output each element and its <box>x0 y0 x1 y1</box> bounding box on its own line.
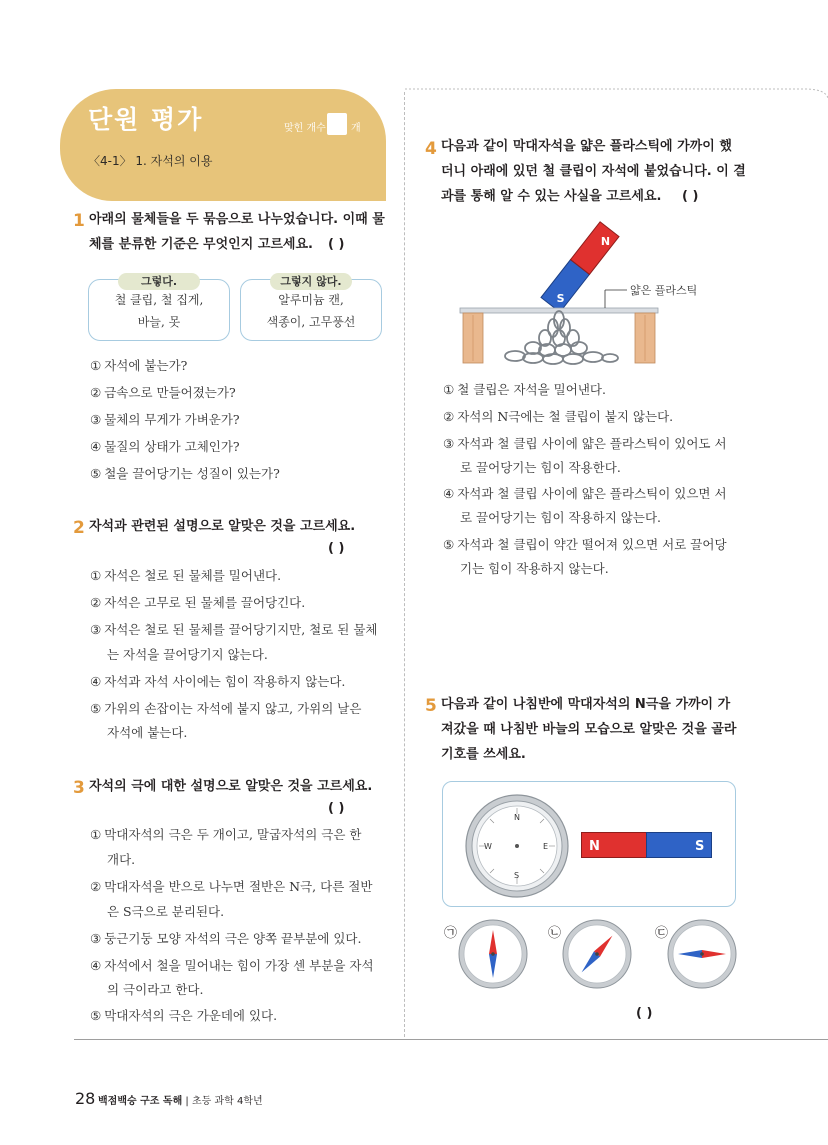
magnet-n-pole-label: N <box>600 235 611 249</box>
q5-answer-blank[interactable]: ( ) <box>636 1006 653 1021</box>
q1-text-line1: 아래의 물체들을 두 묶음으로 나누었습니다. 이때 물 <box>89 212 385 227</box>
q3-option-1[interactable]: ① 막대자석의 극은 두 개이고, 말굽자석의 극은 한 <box>90 827 362 842</box>
q1-text-line2: 체를 분류한 기준은 무엇인지 고르세요. <box>89 237 313 252</box>
score-label: 맞힌 개수 <box>284 123 326 134</box>
q1-group-no-line1: 알루미늄 캔, <box>278 293 344 307</box>
footer-book-info: 백점백승 구조 독해 | 초등 과학 4학년 <box>98 1096 263 1107</box>
q4-option-3-cont: 로 끌어당기는 힘이 작용한다. <box>460 460 621 475</box>
column-divider <box>404 92 405 1037</box>
q4-option-5-cont: 기는 힘이 작용하지 않는다. <box>460 561 609 576</box>
q5-choice-3-compass[interactable] <box>666 918 738 990</box>
q5-choice-1-compass[interactable] <box>457 918 529 990</box>
q3-answer-blank[interactable]: ( ) <box>328 801 345 816</box>
q5-main-compass <box>463 792 571 900</box>
score-unit: 개 <box>351 123 361 134</box>
compass-s-label: S <box>514 871 520 880</box>
q3-text: 자석의 극에 대한 설명으로 알맞은 것을 고르세요. <box>89 779 373 794</box>
q1-option-4[interactable]: ④ 물질의 상태가 고체인가? <box>90 439 240 454</box>
q3-option-4[interactable]: ④ 자석에서 철을 밀어내는 힘이 가장 센 부분을 자석 <box>90 958 374 973</box>
q3-option-3[interactable]: ③ 둥근기둥 모양 자석의 극은 양쪽 끝부분에 있다. <box>90 931 362 946</box>
q3-option-1-cont: 개다. <box>107 852 136 867</box>
q4-text-line3: 과를 통해 알 수 있는 사실을 고르세요. <box>441 189 662 204</box>
q2-option-3-cont: 는 자석을 끌어당기지 않는다. <box>107 647 268 662</box>
q4-option-4[interactable]: ④ 자석과 철 클립 사이에 얇은 플라스틱이 있으면 서 <box>443 486 727 501</box>
q2-option-5-cont: 자석에 붙는다. <box>107 725 188 740</box>
q4-option-2[interactable]: ② 자석의 N극에는 철 클립이 붙지 않는다. <box>443 409 674 424</box>
q1-option-1[interactable]: ① 자석에 붙는가? <box>90 358 188 373</box>
q1-group-yes-line1: 철 클립, 철 집게, <box>114 293 204 307</box>
q1-group-no-tag: 그렇지 않다. <box>270 273 352 290</box>
q5-choice-1-label[interactable]: ㉠ <box>444 926 458 941</box>
q1-option-2[interactable]: ② 금속으로 만들어졌는가? <box>90 385 236 400</box>
banner-title: 단원 평가 <box>88 105 204 134</box>
q1-number: 1 <box>73 211 85 231</box>
q5-choice-2-compass[interactable] <box>561 918 633 990</box>
q1-group-yes-tag: 그렇다. <box>118 273 200 290</box>
q1-option-3[interactable]: ③ 물체의 무게가 가벼운가? <box>90 412 240 427</box>
q5-number: 5 <box>425 696 437 716</box>
q4-text-line1: 다음과 같이 막대자석을 얇은 플라스틱에 가까이 했 <box>441 139 732 154</box>
magnet-s-pole-label: S <box>556 291 565 305</box>
q1-group-no-line2: 색종이, 고무풍선 <box>266 315 356 329</box>
compass-w-label: W <box>484 842 492 851</box>
q5-text-line1: 다음과 같이 나침반에 막대자석의 N극을 가까이 가 <box>441 697 731 712</box>
q4-option-4-cont: 로 끌어당기는 힘이 작용하지 않는다. <box>460 510 661 525</box>
q5-text-line3: 기호를 쓰세요. <box>441 747 526 762</box>
q2-option-5[interactable]: ⑤ 가위의 손잡이는 자석에 붙지 않고, 가위의 날은 <box>90 701 362 716</box>
q2-number: 2 <box>73 518 85 538</box>
plastic-sheet-label: 얇은 플라스틱 <box>630 284 698 297</box>
q4-option-3[interactable]: ③ 자석과 철 클립 사이에 얇은 플라스틱이 있어도 서 <box>443 436 727 451</box>
q1-option-5[interactable]: ⑤ 철을 끌어당기는 성질이 있는가? <box>90 466 280 481</box>
compass-e-label: E <box>543 842 549 851</box>
q3-option-4-cont: 의 극이라고 한다. <box>107 982 204 997</box>
q5-text-line2: 져갔을 때 나침반 바늘의 모습으로 알맞은 것을 골라 <box>441 722 737 737</box>
compass-n-label: N <box>514 813 520 822</box>
q5-magnet-s-label: S <box>695 839 705 854</box>
q5-bar-magnet <box>581 832 712 858</box>
q1-answer-blank[interactable]: ( ) <box>328 237 345 252</box>
banner-subtitle: 〈4-1〉 1. 자석의 이용 <box>88 154 213 168</box>
q1-group-yes-line2: 바늘, 못 <box>137 315 181 329</box>
q4-option-1[interactable]: ① 철 클립은 자석을 밀어낸다. <box>443 382 606 397</box>
page-number: 28 <box>75 1089 96 1108</box>
q3-option-2[interactable]: ② 막대자석을 반으로 나누면 절반은 N극, 다른 절반 <box>90 879 373 894</box>
q2-option-2[interactable]: ② 자석은 고무로 된 물체를 끌어당긴다. <box>90 595 306 610</box>
q2-answer-blank[interactable]: ( ) <box>328 541 345 556</box>
q4-number: 4 <box>425 139 437 159</box>
q5-magnet-n-label: N <box>589 839 600 854</box>
q4-answer-blank[interactable]: ( ) <box>682 189 699 204</box>
q2-option-1[interactable]: ① 자석은 철로 된 물체를 밀어낸다. <box>90 568 282 583</box>
q3-number: 3 <box>73 778 85 798</box>
q3-option-2-cont: 은 S극으로 분리된다. <box>107 904 225 919</box>
score-input-box[interactable] <box>327 113 347 135</box>
q3-option-5[interactable]: ⑤ 막대자석의 극은 가운데에 있다. <box>90 1008 278 1023</box>
q5-choice-3-label[interactable]: ㉢ <box>655 926 669 941</box>
q2-text: 자석과 관련된 설명으로 알맞은 것을 고르세요. <box>89 519 356 534</box>
q2-option-3[interactable]: ③ 자석은 철로 된 물체를 끌어당기지만, 철로 된 물체 <box>90 622 378 637</box>
q4-option-5[interactable]: ⑤ 자석과 철 클립이 약간 떨어져 있으면 서로 끌어당 <box>443 537 727 552</box>
page-bottom-rule <box>74 1039 828 1040</box>
page-corner-line <box>405 88 828 108</box>
q2-option-4[interactable]: ④ 자석과 자석 사이에는 힘이 작용하지 않는다. <box>90 674 346 689</box>
q4-text-line2: 더니 아래에 있던 철 클립이 자석에 붙었습니다. 이 결 <box>441 164 746 179</box>
q5-choice-2-label[interactable]: ㉡ <box>548 926 562 941</box>
